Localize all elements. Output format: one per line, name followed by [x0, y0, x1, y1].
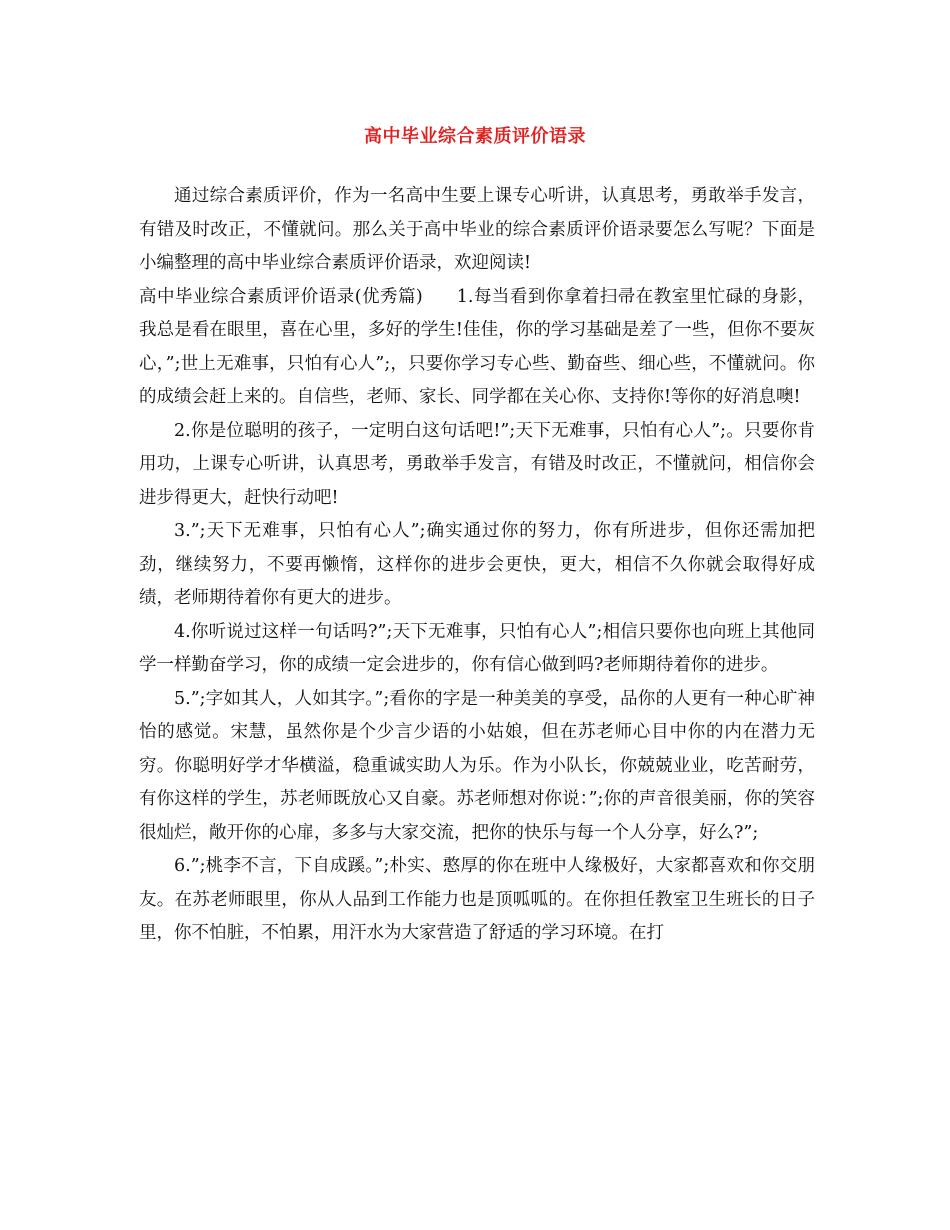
comment-item-2: 2.你是位聪明的孩子，一定明白这句话吧!”;天下无难事，只怕有心人”;。只要你肯用功，上课专心听讲，认真思考，勇敢举手发言，有错及时改正，不懂就问，相信你会进步得更大，赶快行动吧!	[139, 420, 815, 508]
comment-item-3: 3.”;天下无难事，只怕有心人”;确实通过你的努力，你有所进步，但你还需加把劲，继续努力，不要再懒惰，这样你的进步会更快，更大，相信不久你就会取得好成绩，老师期待着你有更大的进步。	[139, 521, 815, 608]
comment-item-1: 1.每当看到你拿着扫帚在教室里忙碌的身影，我总是看在眼里，喜在心里，多好的学生!佳佳，你的学习基础是差了一些，但你不要灰心，”;世上无难事，只怕有心人”;，只要你学习专心些、勤奋些、细心些，不懂就问。你的成绩会赶上来的。自信些，老师、家长、同学都在关心你、支持你!等你的好消息噢!	[139, 286, 815, 407]
section-subheading: 高中毕业综合素质评价语录(优秀篇)	[139, 286, 423, 307]
subheading-paragraph	[139, 281, 815, 415]
comment-item-5: 5.”;字如其人，人如其字。”;看你的字是一种美美的享受，品你的人更有一种心旷神怡的感觉。宋慧，虽然你是个少言少语的小姑娘，但在苏老师心目中你的内在潜力无穷。你聪明好学才华横溢，稳重诚实助人为乐。作为小队长，你兢兢业业，吃苦耐劳，有你这样的学生，苏老师既放心又自豪。苏老师想对你说：”;你的声音很美丽，你的笑容很灿烂，敞开你的心扉，多多与大家交流，把你的快乐与每一个人分享，好么?”;	[139, 688, 815, 843]
comment-item-6: 6.”;桃李不言，下自成蹊。”;朴实、憨厚的你在班中人缘极好，大家都喜欢和你交朋友。在苏老师眼里，你从人品到工作能力也是顶呱呱的。在你担任教室卫生班长的日子里，你不怕脏，不怕累，用汗水为大家营造了舒适的学习环境。在打	[139, 856, 815, 943]
intro-paragraph: 通过综合素质评价，作为一名高中生要上课专心听讲，认真思考，勇敢举手发言，有错及时改正，不懂就问。那么关于高中毕业的综合素质评价语录要怎么写呢？下面是小编整理的高中毕业综合素质评价语录，欢迎阅读!	[139, 186, 815, 273]
document-title: 高中毕业综合素质评价语录	[364, 126, 586, 147]
document-body	[139, 180, 815, 951]
comment-item-4: 4.你听说过这样一句话吗?”;天下无难事，只怕有心人”;相信只要你也向班上其他同学一样勤奋学习，你的成绩一定会进步的，你有信心做到吗?老师期待着你的进步。	[139, 621, 815, 675]
